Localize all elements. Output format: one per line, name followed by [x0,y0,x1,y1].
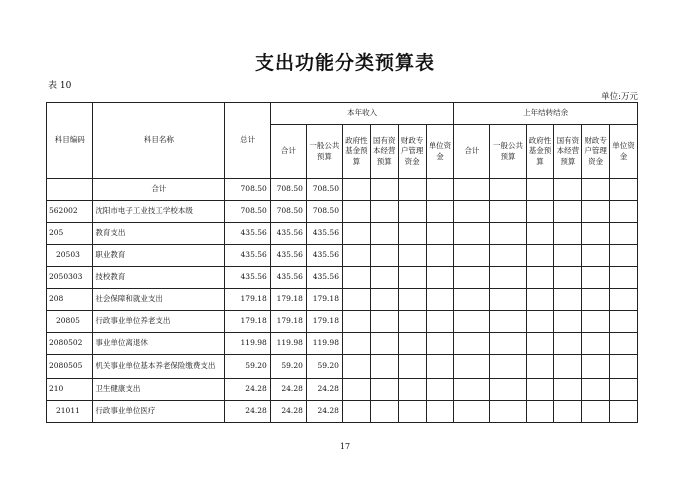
table-row [47,179,638,201]
row-total: 24.28 [225,401,270,423]
row-name: 行政事业单位养老支出 [93,311,225,333]
page-title: 支出功能分类预算表 [254,52,435,74]
row-total: 708.50 [225,179,270,201]
page-number: 17 [339,442,351,451]
header-name: 科目名称 [93,103,225,179]
row-income-general: 708.50 [306,179,342,201]
row-total: 59.20 [225,355,270,379]
row-income-subtotal: 435.56 [270,245,306,267]
row-code: 20805 [47,311,93,333]
row-income-subtotal: 24.28 [270,379,306,401]
table-row [47,355,638,379]
header-income-subtotal: 合计 [270,125,306,179]
row-income-subtotal: 24.28 [270,401,306,423]
row-code: 205 [47,223,93,245]
row-name: 机关事业单位基本养老保险缴费支出 [93,355,225,379]
row-income-general: 119.98 [306,333,342,355]
header-prior-govfund: 政府性基金预算 [526,125,554,179]
row-income-general: 179.18 [306,289,342,311]
header-total: 总计 [225,103,270,179]
header-prior-carryover: 上年结转结余 [454,103,638,125]
row-income-general: 435.56 [306,245,342,267]
row-code: 208 [47,289,93,311]
table-row [47,223,638,245]
row-code: 2050303 [47,267,93,289]
row-total: 119.98 [225,333,270,355]
table-row [47,289,638,311]
row-name: 事业单位离退休 [93,333,225,355]
row-income-subtotal: 179.18 [270,289,306,311]
header-prior-fiscal: 财政专户管理资金 [582,125,610,179]
budget-table [46,102,638,423]
row-total: 24.28 [225,379,270,401]
row-income-subtotal: 435.56 [270,267,306,289]
row-income-subtotal: 59.20 [270,355,306,379]
row-income-general: 59.20 [306,355,342,379]
row-income-general: 708.50 [306,201,342,223]
row-income-subtotal: 708.50 [270,201,306,223]
header-current-income: 本年收入 [270,103,454,125]
table-row [47,333,638,355]
row-total: 179.18 [225,311,270,333]
row-total: 179.18 [225,289,270,311]
unit-label: 单位:万元 [601,92,638,102]
table-row [47,267,638,289]
row-total: 435.56 [225,267,270,289]
row-total: 435.56 [225,245,270,267]
row-code: 20503 [47,245,93,267]
row-income-general: 24.28 [306,379,342,401]
header-prior-unitfund: 单位资金 [610,125,638,179]
table-row [47,311,638,333]
table-row [47,245,638,267]
row-code [47,179,93,201]
row-name: 合计 [93,179,225,201]
header-prior-subtotal: 合计 [454,125,490,179]
table-row [47,401,638,423]
row-income-general: 435.56 [306,223,342,245]
row-income-general: 24.28 [306,401,342,423]
row-name: 教育支出 [93,223,225,245]
row-name: 技校教育 [93,267,225,289]
row-name: 社会保障和就业支出 [93,289,225,311]
row-name: 卫生健康支出 [93,379,225,401]
header-income-statecap: 国有资本经营预算 [370,125,398,179]
row-code: 2080505 [47,355,93,379]
row-income-general: 179.18 [306,311,342,333]
header-income-govfund: 政府性基金预算 [342,125,370,179]
row-income-subtotal: 119.98 [270,333,306,355]
row-code: 2080502 [47,333,93,355]
table-number: 表 10 [48,81,72,91]
row-income-subtotal: 708.50 [270,179,306,201]
header-income-general: 一般公共预算 [306,125,342,179]
row-income-subtotal: 435.56 [270,223,306,245]
row-name: 行政事业单位医疗 [93,401,225,423]
table-row [47,201,638,223]
row-code: 21011 [47,401,93,423]
row-income-general: 435.56 [306,267,342,289]
row-total: 435.56 [225,223,270,245]
row-total: 708.50 [225,201,270,223]
header-income-fiscal: 财政专户管理资金 [398,125,426,179]
row-code: 210 [47,379,93,401]
row-income-subtotal: 179.18 [270,311,306,333]
header-prior-statecap: 国有资本经营预算 [554,125,582,179]
row-name: 沈阳市电子工业技工学校本级 [93,201,225,223]
row-name: 职业教育 [93,245,225,267]
table-row [47,379,638,401]
header-income-unitfund: 单位资金 [426,125,454,179]
row-code: 562002 [47,201,93,223]
header-prior-general: 一般公共预算 [490,125,526,179]
header-code: 科目编码 [47,103,93,179]
